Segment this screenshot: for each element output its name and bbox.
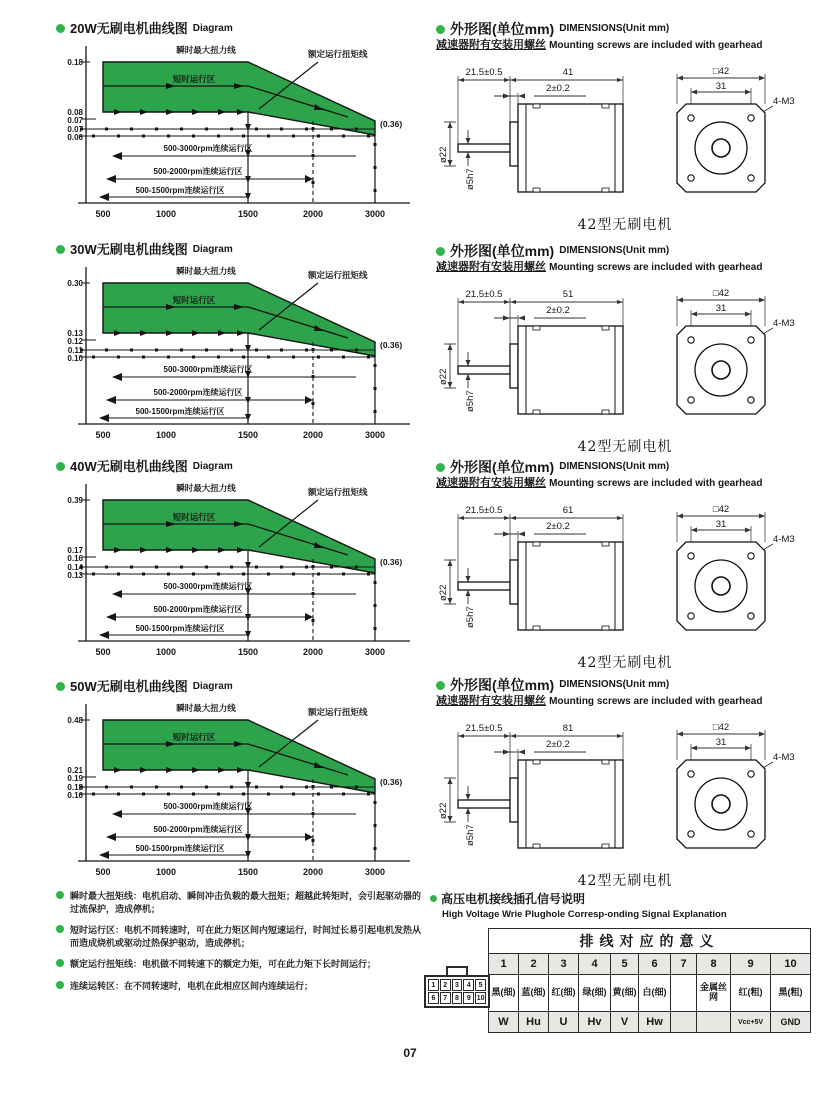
dimension-header <box>436 244 814 258</box>
plug-row-bottom <box>428 992 486 1004</box>
x-tick: 1000 <box>155 430 177 440</box>
note-item <box>56 890 428 915</box>
y-tick-max: 0.48 <box>67 716 83 725</box>
dim-hole-pitch: 31 <box>715 519 727 531</box>
bullet-icon <box>436 247 445 256</box>
outline-drawing <box>436 60 811 210</box>
dim-subtitle <box>436 695 814 708</box>
annotation-short-zone: 短时运行区 <box>172 732 216 742</box>
bullet-icon <box>436 463 445 472</box>
y-tick: 0.19 <box>67 774 83 783</box>
chart-section-50w <box>56 680 421 882</box>
chart-title <box>56 243 421 256</box>
wiring-title-en: High Voltage Wrie Plughole Corresp-onding Signal Explanation <box>442 909 727 920</box>
chart-title-cn: 40W无刷电机曲线图 <box>70 459 188 474</box>
notes-list <box>56 890 428 993</box>
dim-title-cn: 外形图(单位mm) <box>450 243 555 259</box>
pin-number: 8 <box>697 954 731 975</box>
annotation-rated-line: 额定运行扭矩线 <box>308 49 368 59</box>
dim-hole-pitch: 31 <box>715 303 727 315</box>
x-tick: 2000 <box>302 867 324 877</box>
y-tick: 0.16 <box>67 554 83 563</box>
outline-drawing <box>436 498 811 648</box>
dim-subtitle-cn: 减速器附有安装用螺丝 <box>436 477 546 489</box>
dim-square: □42 <box>712 722 730 734</box>
wire-color: 绿(细) <box>579 975 611 1012</box>
wire-color: 黑(细) <box>489 975 519 1012</box>
annotation-peak-value: (0.36) <box>380 557 403 567</box>
dim-subtitle-en: Mounting screws are included with gearhead <box>549 478 763 489</box>
dim-subtitle-cn: 减速器附有安装用螺丝 <box>436 261 546 273</box>
dim-boss: 2±0.2 <box>546 83 570 95</box>
outline-drawing <box>436 282 811 432</box>
y-tick: 0.17 <box>67 546 83 555</box>
signal: V <box>611 1012 639 1033</box>
x-tick: 3000 <box>364 647 386 657</box>
page-number: 07 <box>403 1046 417 1060</box>
dim-hole-pitch: 31 <box>715 737 727 749</box>
x-tick: 1000 <box>155 867 177 877</box>
dim-shaft-diameter: ø5h7 <box>465 606 476 629</box>
dim-screw-holes: 4-M3 <box>773 534 795 546</box>
zone-label-2000: 500-2000rpm连续运行区 <box>153 605 243 614</box>
chart-title-en: Diagram <box>192 243 233 255</box>
x-tick: 3000 <box>364 209 386 219</box>
chart-title <box>56 680 421 693</box>
bullet-icon <box>56 462 65 471</box>
bullet-icon <box>56 981 64 989</box>
y-tick: 0.08 <box>67 108 83 117</box>
motor-side-view <box>458 326 623 414</box>
bullet-icon <box>436 681 445 690</box>
zone-label-3000: 500-3000rpm连续运行区 <box>163 144 253 153</box>
instant-max-band <box>103 720 375 793</box>
annotation-peak-value: (0.36) <box>380 119 403 129</box>
wiring-title <box>430 890 818 907</box>
dim-body-length: 51 <box>562 289 574 301</box>
outline-drawing <box>436 716 811 866</box>
signal: W <box>489 1012 519 1033</box>
x-tick: 500 <box>95 209 111 219</box>
annotation-max-torque: 瞬时最大扭力线 <box>176 45 236 55</box>
dim-square: □42 <box>712 288 730 300</box>
annotation-rated-line: 额定运行扭矩线 <box>308 270 368 280</box>
dim-title-en: DIMENSIONS(Unit mm) <box>559 461 670 472</box>
signal: Hu <box>519 1012 549 1033</box>
motor-side-view <box>458 760 623 848</box>
instant-max-band <box>103 500 375 573</box>
dim-screw-holes: 4-M3 <box>773 752 795 764</box>
chart-title <box>56 460 421 473</box>
bullet-icon <box>56 891 64 899</box>
signal: GND <box>771 1012 811 1033</box>
x-tick: 3000 <box>364 867 386 877</box>
dim-title-cn: 外形图(单位mm) <box>450 459 555 475</box>
plug-body <box>424 975 490 1008</box>
dim-title-en: DIMENSIONS(Unit mm) <box>559 23 670 34</box>
wire-color-row <box>489 975 811 1012</box>
pin-cell: 8 <box>452 992 463 1004</box>
y-tick: 0.11 <box>67 346 83 355</box>
torque-curve-chart <box>56 38 421 224</box>
bullet-icon <box>56 959 64 967</box>
dimension-section-41 <box>436 22 814 234</box>
x-tick: 500 <box>95 867 111 877</box>
chart-title-cn: 30W无刷电机曲线图 <box>70 242 188 257</box>
bullet-icon <box>56 682 65 691</box>
x-tick: 1500 <box>237 209 259 219</box>
pin-number: 9 <box>731 954 771 975</box>
pin-cell: 6 <box>428 992 439 1004</box>
chart-title-en: Diagram <box>192 460 233 472</box>
dim-shaft-diameter: ø5h7 <box>465 390 476 413</box>
dim-subtitle-cn: 减速器附有安装用螺丝 <box>436 695 546 707</box>
note-item <box>56 924 428 949</box>
bullet-icon <box>56 925 64 933</box>
pin-number: 6 <box>639 954 671 975</box>
motor-front-view <box>677 326 765 414</box>
dim-boss: 2±0.2 <box>546 305 570 317</box>
y-tick: 0.21 <box>67 766 83 775</box>
bullet-icon <box>56 245 65 254</box>
connector-plug-icon <box>424 966 490 1008</box>
zone-label-1500: 500-1500rpm连续运行区 <box>135 407 225 416</box>
wire-color: 黑(粗) <box>771 975 811 1012</box>
dim-front-length: 21.5±0.5 <box>465 723 503 735</box>
note-item <box>56 958 428 971</box>
dim-shaft-diameter: ø5h7 <box>465 824 476 847</box>
bullet-icon <box>56 24 65 33</box>
y-tick: 0.07 <box>67 125 83 134</box>
table-span-header: 排线对应的意义 <box>489 929 811 954</box>
note-text: 瞬时最大扭矩线：电机启动、瞬间冲击负载的最大扭矩；超越此转矩时，会引起驱动器的过流保护，造成停机； <box>70 891 422 914</box>
dim-body-length: 41 <box>562 67 574 79</box>
dimension-header <box>436 22 814 36</box>
pin-number: 4 <box>579 954 611 975</box>
pin-cell: 1 <box>428 979 439 991</box>
pin-number: 1 <box>489 954 519 975</box>
dim-pilot-diameter: ø22 <box>438 802 449 820</box>
pin-number: 5 <box>611 954 639 975</box>
zone-label-2000: 500-2000rpm连续运行区 <box>153 388 243 397</box>
x-tick: 1000 <box>155 209 177 219</box>
dim-title-cn: 外形图(单位mm) <box>450 21 555 37</box>
x-tick: 1500 <box>237 647 259 657</box>
wiring-section <box>430 890 818 1033</box>
signal: Hw <box>639 1012 671 1033</box>
wire-color <box>671 975 697 1012</box>
annotation-peak-value: (0.36) <box>380 777 403 787</box>
chart-section-20w <box>56 22 421 224</box>
y-tick-max: 0.30 <box>67 279 83 288</box>
pin-cell: 7 <box>440 992 451 1004</box>
motor-front-view <box>677 760 765 848</box>
signal <box>671 1012 697 1033</box>
y-tick: 0.13 <box>67 571 83 580</box>
dim-square: □42 <box>712 504 730 516</box>
table-header-row <box>489 929 811 954</box>
chart-title-en: Diagram <box>192 22 233 34</box>
dim-boss: 2±0.2 <box>546 739 570 751</box>
plug-row-top <box>428 979 486 991</box>
signal: Vcc+5V <box>731 1012 771 1033</box>
pin-cell: 3 <box>452 979 463 991</box>
dim-title-en: DIMENSIONS(Unit mm) <box>559 679 670 690</box>
dim-shaft-diameter: ø5h7 <box>465 168 476 191</box>
dim-screw-holes: 4-M3 <box>773 96 795 108</box>
drawing-caption: 42型无刷电机 <box>577 217 673 234</box>
pin-number: 2 <box>519 954 549 975</box>
wire-color: 黄(细) <box>611 975 639 1012</box>
y-tick: 0.07 <box>67 116 83 125</box>
pin-number: 7 <box>671 954 697 975</box>
drawing-caption: 42型无刷电机 <box>577 439 673 456</box>
dim-front-length: 21.5±0.5 <box>465 505 503 517</box>
dim-subtitle-cn: 减速器附有安装用螺丝 <box>436 39 546 51</box>
dim-title-cn: 外形图(单位mm) <box>450 677 555 693</box>
y-tick: 0.10 <box>67 354 83 363</box>
zone-label-3000: 500-3000rpm连续运行区 <box>163 365 253 374</box>
zone-label-3000: 500-3000rpm连续运行区 <box>163 582 253 591</box>
annotation-short-zone: 短时运行区 <box>172 512 216 522</box>
torque-curve-chart <box>56 476 421 662</box>
x-tick: 1000 <box>155 647 177 657</box>
zone-label-2000: 500-2000rpm连续运行区 <box>153 825 243 834</box>
dim-body-length: 81 <box>562 723 574 735</box>
bullet-icon <box>430 895 437 902</box>
motor-front-view <box>677 542 765 630</box>
x-tick: 3000 <box>364 430 386 440</box>
note-item <box>56 980 428 993</box>
pin-number: 3 <box>549 954 579 975</box>
signal <box>697 1012 731 1033</box>
annotation-short-zone: 短时运行区 <box>172 295 216 305</box>
dim-front-length: 21.5±0.5 <box>465 67 503 79</box>
note-text: 额定运行扭矩线：电机做不同转速下的额定力矩，可在此力矩下长时间运行； <box>70 959 377 970</box>
x-tick: 2000 <box>302 647 324 657</box>
motor-side-view <box>458 542 623 630</box>
annotation-short-zone: 短时运行区 <box>172 74 216 84</box>
dim-title-en: DIMENSIONS(Unit mm) <box>559 245 670 256</box>
instant-max-band <box>103 283 375 356</box>
torque-curve-chart <box>56 259 421 445</box>
annotation-max-torque: 瞬时最大扭力线 <box>176 483 236 493</box>
wire-color: 红(粗) <box>731 975 771 1012</box>
signal-row <box>489 1012 811 1033</box>
y-tick-max: 0.39 <box>67 496 83 505</box>
dim-square: □42 <box>712 66 730 78</box>
dim-subtitle <box>436 477 814 490</box>
y-tick: 0.13 <box>67 329 83 338</box>
chart-title <box>56 22 421 35</box>
motor-side-view <box>458 104 623 192</box>
dimension-header <box>436 678 814 692</box>
pin-number-row <box>489 954 811 975</box>
x-tick: 2000 <box>302 430 324 440</box>
dim-hole-pitch: 31 <box>715 81 727 93</box>
chart-title-en: Diagram <box>192 680 233 692</box>
wire-color: 白(细) <box>639 975 671 1012</box>
dim-screw-holes: 4-M3 <box>773 318 795 330</box>
pin-cell: 9 <box>463 992 474 1004</box>
wiring-title-cn: 高压电机接线插孔信号说明 <box>441 892 586 906</box>
motor-front-view <box>677 104 765 192</box>
wire-color: 红(细) <box>549 975 579 1012</box>
bullet-icon <box>436 25 445 34</box>
y-tick-max: 0.18 <box>67 58 83 67</box>
chart-section-30w <box>56 243 421 445</box>
annotation-peak-value: (0.36) <box>380 340 403 350</box>
zone-label-2000: 500-2000rpm连续运行区 <box>153 167 243 176</box>
dim-pilot-diameter: ø22 <box>438 146 449 164</box>
pin-cell: 5 <box>475 979 486 991</box>
pin-cell: 2 <box>440 979 451 991</box>
dim-subtitle-en: Mounting screws are included with gearhead <box>549 696 763 707</box>
signal: Hv <box>579 1012 611 1033</box>
pin-cell: 10 <box>475 992 486 1004</box>
dimension-section-81 <box>436 678 814 890</box>
dim-body-length: 61 <box>562 505 574 517</box>
dim-front-length: 21.5±0.5 <box>465 289 503 301</box>
note-text: 连续运转区：在不同转速时，电机在此相应区间内连续运行； <box>70 980 314 991</box>
dim-pilot-diameter: ø22 <box>438 368 449 386</box>
x-tick: 1500 <box>237 867 259 877</box>
pin-cell: 4 <box>463 979 474 991</box>
zone-label-3000: 500-3000rpm连续运行区 <box>163 802 253 811</box>
dim-pilot-diameter: ø22 <box>438 584 449 602</box>
y-tick: 0.12 <box>67 337 83 346</box>
instant-max-band <box>103 62 375 135</box>
zone-label-1500: 500-1500rpm连续运行区 <box>135 624 225 633</box>
wiring-table <box>488 928 811 1033</box>
dimension-header <box>436 460 814 474</box>
dimension-section-61 <box>436 460 814 672</box>
chart-section-40w <box>56 460 421 662</box>
x-tick: 500 <box>95 430 111 440</box>
dim-subtitle <box>436 261 814 274</box>
dim-subtitle <box>436 39 814 52</box>
dim-subtitle-en: Mounting screws are included with gearhead <box>549 262 763 273</box>
chart-title-cn: 50W无刷电机曲线图 <box>70 679 188 694</box>
x-tick: 500 <box>95 647 111 657</box>
x-tick: 1500 <box>237 430 259 440</box>
annotation-rated-line: 额定运行扭矩线 <box>308 487 368 497</box>
dimension-section-51 <box>436 244 814 456</box>
drawing-caption: 42型无刷电机 <box>577 873 673 890</box>
pin-number: 10 <box>771 954 811 975</box>
annotation-max-torque: 瞬时最大扭力线 <box>176 703 236 713</box>
note-text: 短时运行区：电机不同转速时，可在此力矩区间内短速运行，时间过长易引起电机发热从而造成烧机或驱动过热保护驱动，造成停机； <box>70 925 422 948</box>
zone-label-1500: 500-1500rpm连续运行区 <box>135 186 225 195</box>
wire-color: 金属丝网 <box>697 975 731 1012</box>
y-tick: 0.14 <box>67 563 83 572</box>
torque-curve-chart <box>56 696 421 882</box>
annotation-rated-line: 额定运行扭矩线 <box>308 707 368 717</box>
signal: U <box>549 1012 579 1033</box>
annotation-max-torque: 瞬时最大扭力线 <box>176 266 236 276</box>
dim-boss: 2±0.2 <box>546 521 570 533</box>
y-tick: 0.06 <box>67 133 83 142</box>
plug-latch <box>446 966 468 975</box>
x-tick: 2000 <box>302 209 324 219</box>
drawing-caption: 42型无刷电机 <box>577 655 673 672</box>
zone-label-1500: 500-1500rpm连续运行区 <box>135 844 225 853</box>
dim-subtitle-en: Mounting screws are included with gearhead <box>549 40 763 51</box>
y-tick: 0.18 <box>67 783 83 792</box>
chart-title-cn: 20W无刷电机曲线图 <box>70 21 188 36</box>
y-tick: 0.16 <box>67 791 83 800</box>
wire-color: 蓝(细) <box>519 975 549 1012</box>
